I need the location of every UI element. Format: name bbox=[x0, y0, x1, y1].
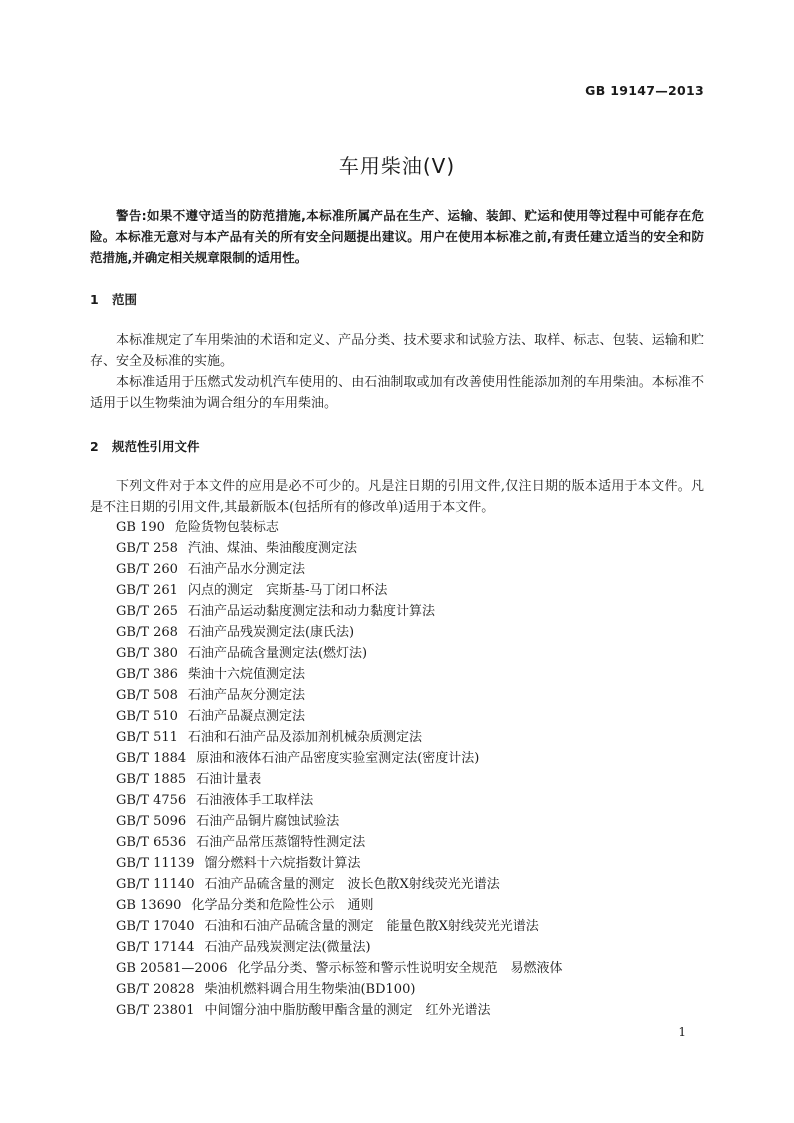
reference-code: GB/T 17144 bbox=[116, 940, 195, 955]
reference-code: GB/T 510 bbox=[116, 709, 178, 724]
section-1-title: 范围 bbox=[112, 292, 138, 307]
reference-code: GB/T 380 bbox=[116, 646, 178, 661]
reference-code: GB/T 258 bbox=[116, 541, 178, 556]
section-2-heading bbox=[90, 437, 200, 455]
reference-code: GB 13690 bbox=[116, 898, 182, 913]
reference-list bbox=[116, 517, 563, 1021]
reference-item bbox=[116, 664, 563, 685]
reference-code: GB/T 20828 bbox=[116, 982, 195, 997]
reference-title: 石油产品运动黏度测定法和动力黏度计算法 bbox=[187, 604, 435, 619]
reference-title: 馏分燃料十六烷指数计算法 bbox=[204, 856, 361, 871]
reference-item bbox=[116, 538, 563, 559]
reference-code: GB/T 386 bbox=[116, 667, 178, 682]
reference-title: 石油产品硫含量测定法(燃灯法) bbox=[187, 646, 368, 661]
reference-title: 闪点的测定 宾斯基-马丁闭口杯法 bbox=[187, 583, 388, 598]
page-number: 1 bbox=[678, 1025, 686, 1039]
reference-item bbox=[116, 832, 563, 853]
reference-code: GB/T 511 bbox=[116, 730, 178, 745]
reference-item bbox=[116, 517, 563, 538]
reference-title: 石油和石油产品及添加剂机械杂质测定法 bbox=[187, 730, 422, 745]
reference-item bbox=[116, 1000, 563, 1021]
reference-item bbox=[116, 727, 563, 748]
reference-title: 危险货物包装标志 bbox=[174, 520, 279, 535]
reference-title: 化学品分类和危险性公示 通则 bbox=[191, 898, 374, 913]
reference-item bbox=[116, 874, 563, 895]
document-title: 车用柴油(Ⅴ) bbox=[338, 154, 456, 178]
standard-number: GB 19147—2013 bbox=[585, 83, 704, 98]
reference-code: GB/T 17040 bbox=[116, 919, 195, 934]
reference-title: 石油产品常压蒸馏特性测定法 bbox=[196, 835, 366, 850]
reference-item bbox=[116, 895, 563, 916]
reference-code: GB/T 23801 bbox=[116, 1003, 195, 1018]
reference-code: GB/T 261 bbox=[116, 583, 178, 598]
reference-item bbox=[116, 643, 563, 664]
reference-code: GB/T 11140 bbox=[116, 877, 195, 892]
reference-code: GB/T 11139 bbox=[116, 856, 195, 871]
reference-item bbox=[116, 601, 563, 622]
reference-code: GB 190 bbox=[116, 520, 165, 535]
section-1-heading bbox=[90, 290, 137, 308]
section-2-title: 规范性引用文件 bbox=[112, 439, 200, 454]
reference-title: 石油产品残炭测定法(康氏法) bbox=[187, 625, 355, 640]
reference-item bbox=[116, 937, 563, 958]
section-2-number: 2 bbox=[90, 439, 99, 454]
reference-code: GB/T 6536 bbox=[116, 835, 187, 850]
reference-title: 石油和石油产品硫含量的测定 能量色散X射线荧光光谱法 bbox=[204, 919, 539, 934]
reference-title: 石油产品残炭测定法(微量法) bbox=[204, 940, 371, 955]
reference-item bbox=[116, 580, 563, 601]
reference-code: GB/T 265 bbox=[116, 604, 178, 619]
reference-code: GB/T 268 bbox=[116, 625, 178, 640]
reference-title: 原油和液体石油产品密度实验室测定法(密度计法) bbox=[196, 751, 480, 766]
reference-code: GB 20581—2006 bbox=[116, 961, 228, 976]
section-1-paragraph-2: 本标准适用于压燃式发动机汽车使用的、由石油制取或加有改善使用性能添加剂的车用柴油。本标准不适用于以生物柴油为调合组分的车用柴油。 bbox=[90, 375, 704, 411]
reference-code: GB/T 508 bbox=[116, 688, 178, 703]
reference-code: GB/T 260 bbox=[116, 562, 178, 577]
reference-code: GB/T 5096 bbox=[116, 814, 187, 829]
reference-item bbox=[116, 706, 563, 727]
reference-title: 石油计量表 bbox=[196, 772, 262, 787]
reference-title: 石油产品硫含量的测定 波长色散X射线荧光光谱法 bbox=[204, 877, 500, 892]
reference-item bbox=[116, 559, 563, 580]
reference-title: 汽油、煤油、柴油酸度测定法 bbox=[187, 541, 357, 556]
reference-title: 石油产品凝点测定法 bbox=[187, 709, 305, 724]
reference-item bbox=[116, 811, 563, 832]
reference-item bbox=[116, 790, 563, 811]
reference-code: GB/T 1885 bbox=[116, 772, 187, 787]
reference-title: 柴油机燃料调合用生物柴油(BD100) bbox=[204, 982, 416, 997]
reference-item bbox=[116, 979, 563, 1000]
reference-item bbox=[116, 685, 563, 706]
reference-title: 石油产品铜片腐蚀试验法 bbox=[196, 814, 340, 829]
reference-item bbox=[116, 622, 563, 643]
reference-item bbox=[116, 916, 563, 937]
reference-code: GB/T 1884 bbox=[116, 751, 187, 766]
section-2-intro: 下列文件对于本文件的应用是必不可少的。凡是注日期的引用文件,仅注日期的版本适用于本文件。凡是不注日期的引用文件,其最新版本(包括所有的修改单)适用于本文件。 bbox=[90, 479, 704, 515]
section-1-paragraph-1: 本标准规定了车用柴油的术语和定义、产品分类、技术要求和试验方法、取样、标志、包装、运输和贮存、安全及标准的实施。 bbox=[90, 333, 704, 369]
reference-title: 石油液体手工取样法 bbox=[196, 793, 314, 808]
reference-code: GB/T 4756 bbox=[116, 793, 187, 808]
reference-item bbox=[116, 748, 563, 769]
section-1-number: 1 bbox=[90, 292, 99, 307]
reference-title: 中间馏分油中脂肪酸甲酯含量的测定 红外光谱法 bbox=[204, 1003, 491, 1018]
reference-title: 石油产品水分测定法 bbox=[187, 562, 305, 577]
reference-title: 化学品分类、警示标签和警示性说明安全规范 易燃液体 bbox=[237, 961, 563, 976]
reference-title: 柴油十六烷值测定法 bbox=[187, 667, 305, 682]
reference-title: 石油产品灰分测定法 bbox=[187, 688, 305, 703]
warning-paragraph: 警告:如果不遵守适当的防范措施,本标准所属产品在生产、运输、装卸、贮运和使用等过程中可能存在危险。本标准无意对与本产品有关的所有安全问题提出建议。用户在使用本标准之前,有责任建立适当的安全和防范措施,并确定相关规章限制的适用性。 bbox=[90, 208, 704, 265]
reference-item bbox=[116, 769, 563, 790]
reference-item bbox=[116, 958, 563, 979]
reference-item bbox=[116, 853, 563, 874]
